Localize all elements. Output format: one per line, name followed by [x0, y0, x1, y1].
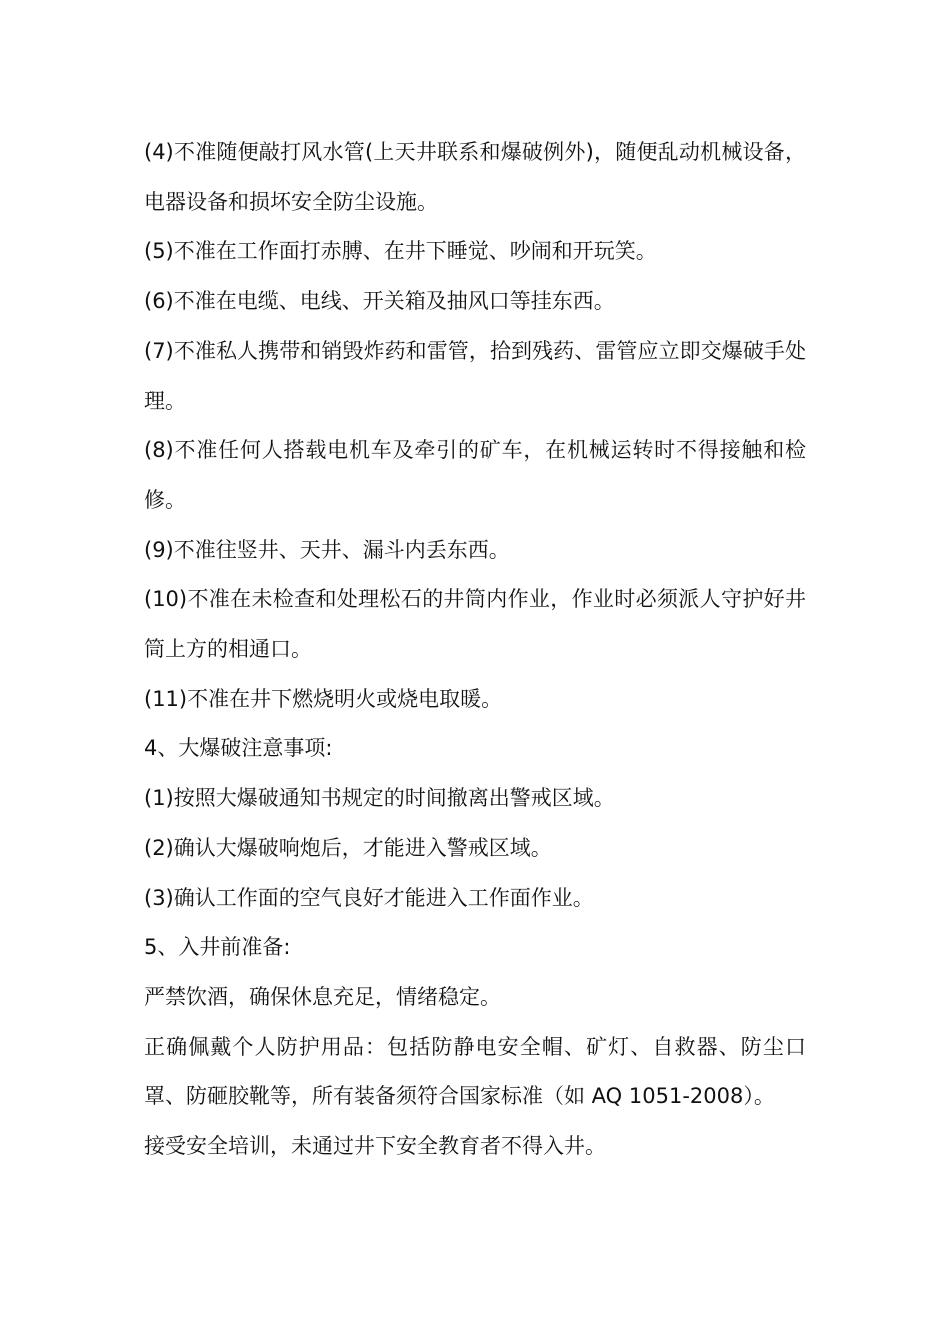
rule-item-4: (4)不准随便敲打风水管(上天井联系和爆破例外)，随便乱动机械设备，电器设备和损坏安全防尘设施。	[144, 140, 806, 214]
rule-item-5: (5)不准在工作面打赤膊、在井下睡觉、吵闹和开玩笑。	[144, 239, 657, 264]
preparation-item-alcohol: 严禁饮酒，确保休息充足，情绪稳定。	[144, 984, 501, 1009]
rule-item-9: (9)不准往竖井、天井、漏斗内丢东西。	[144, 537, 510, 562]
rule-item-10: (10)不准在未检查和处理松石的井筒内作业，作业时必须派人守护好井筒上方的相通口。	[144, 587, 806, 662]
rule-item-6: (6)不准在电缆、电线、开关箱及抽风口等挂东西。	[144, 289, 615, 314]
blasting-item-1: (1)按照大爆破通知书规定的时间撤离出警戒区域。	[144, 786, 615, 811]
rule-item-8: (8)不准任何人搭载电机车及牵引的矿车，在机械运转时不得接触和检修。	[144, 438, 806, 512]
preparation-item-protective-equipment: 正确佩戴个人防护用品：包括防静电安全帽、矿灯、自救器、防尘口罩、防砸胶靴等，所有装备须符合国家标准（如 AQ 1051-2008）。	[144, 1034, 806, 1109]
document-body	[144, 128, 806, 1172]
rule-item-7: (7)不准私人携带和销毁炸药和雷管，拾到残药、雷管应立即交爆破手处理。	[144, 338, 806, 413]
section-heading-blasting: 4、大爆破注意事项:	[144, 736, 333, 761]
rule-item-11: (11)不准在井下燃烧明火或烧电取暖。	[144, 686, 503, 711]
blasting-item-3: (3)确认工作面的空气良好才能进入工作面作业。	[144, 885, 594, 910]
preparation-item-training: 接受安全培训，未通过井下安全教育者不得入井。	[144, 1134, 606, 1159]
section-heading-preparation: 5、入井前准备:	[144, 935, 291, 960]
blasting-item-2: (2)确认大爆破响炮后，才能进入警戒区域。	[144, 835, 552, 860]
